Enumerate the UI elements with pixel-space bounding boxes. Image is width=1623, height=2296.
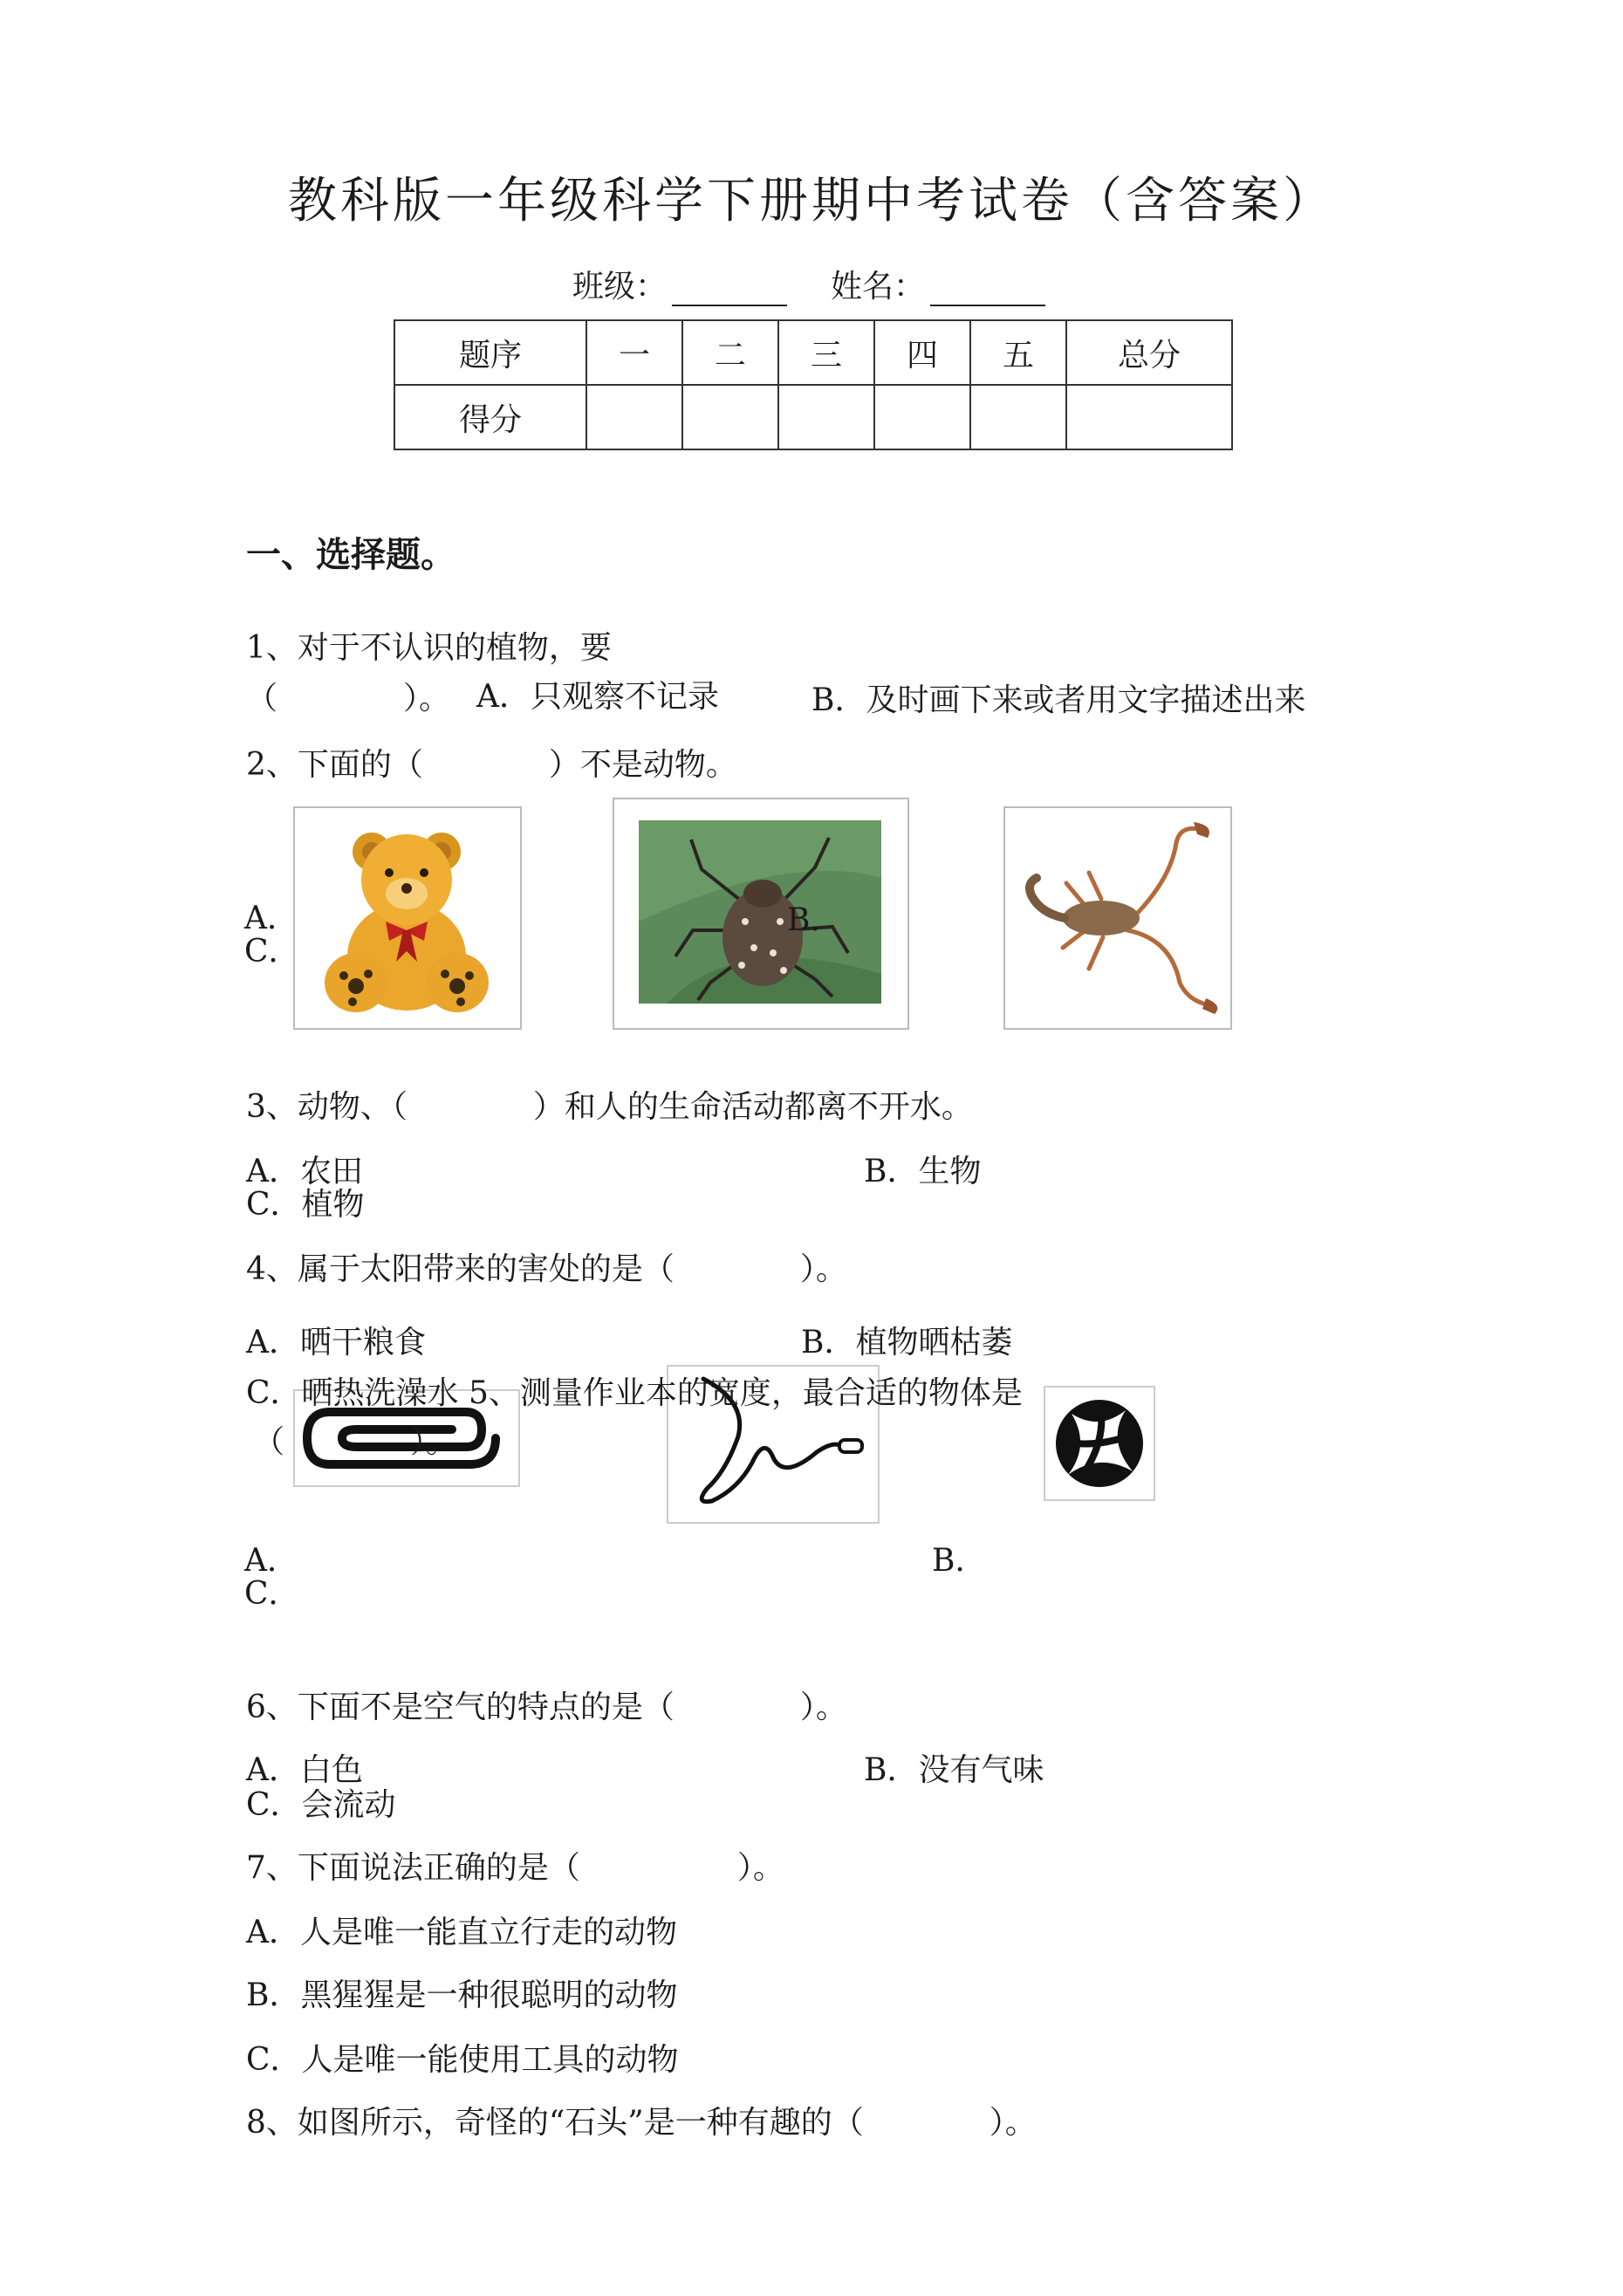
stink-bug-icon [614, 799, 907, 1028]
q7-option-c: C．人是唯一能使用工具的动物 [246, 2042, 679, 2078]
table-cell: 题序 [394, 320, 586, 385]
table-cell: 二 [682, 320, 778, 385]
q7-option-a: A．人是唯一能直立行走的动物 [246, 1915, 677, 1950]
q6-stem: 6、下面不是空气的特点的是（ ）。 [246, 1689, 847, 1725]
score-table-score-row [394, 385, 1232, 449]
score-table [394, 319, 1233, 450]
q5-option-b: B． [932, 1543, 987, 1579]
table-cell: 五 [970, 320, 1066, 385]
score-input-cell[interactable] [970, 385, 1066, 449]
q8-stem: 8、如图所示，奇怪的“石头”是一种有趣的（ ）。 [246, 2105, 1037, 2141]
class-field [572, 262, 787, 306]
teddy-bear-icon [295, 808, 520, 1028]
score-input-cell[interactable] [682, 385, 778, 449]
q4-q5-line [246, 1368, 1023, 1413]
q3-option-a: A．农田 [246, 1154, 363, 1189]
name-field [831, 262, 1045, 306]
score-table-header-row [394, 320, 1232, 385]
teddy-bear-image [293, 806, 522, 1030]
volleyball-icon [1045, 1388, 1154, 1499]
table-cell: 一 [586, 320, 682, 385]
score-input-cell[interactable] [586, 385, 682, 449]
table-cell: 三 [778, 320, 874, 385]
q3-stem: 3、动物、（ ）和人的生命活动都离不开水。 [246, 1089, 973, 1125]
name-blank[interactable] [930, 275, 1045, 306]
scorpion-image [1003, 806, 1232, 1030]
q5-option-a: A． [244, 1543, 298, 1579]
q2-stem: 2、下面的（ ）不是动物。 [246, 747, 737, 783]
q5-paren: （ ）。 [253, 1424, 458, 1460]
scorpion-icon [1005, 808, 1230, 1028]
q4-option-c: C．晒热洗澡水 [246, 1375, 459, 1411]
q4-option-a: A．晒干粮食 [246, 1325, 426, 1360]
q1-paren: （ ）。 [246, 681, 451, 716]
q6-option-b: B．没有气味 [864, 1752, 1044, 1788]
q7-stem: 7、下面说法正确的是（ ）。 [246, 1850, 784, 1886]
q2-option-a: A． [244, 901, 298, 936]
score-input-cell[interactable] [778, 385, 874, 449]
name-label: 姓名： [831, 269, 926, 305]
q4-option-b: B．植物晒枯萎 [801, 1325, 1013, 1360]
stink-bug-image [613, 798, 909, 1030]
q4-stem: 4、属于太阳带来的害处的是（ ）。 [246, 1251, 847, 1287]
q7-option-b: B．黑猩猩是一种很聪明的动物 [246, 1977, 678, 2013]
table-cell: 四 [874, 320, 970, 385]
q5-option-c: C． [244, 1576, 300, 1612]
q3-option-b: B．生物 [864, 1154, 982, 1189]
table-cell: 总分 [1066, 320, 1232, 385]
q6-option-a: A．白色 [246, 1752, 363, 1788]
q5-stem: 5、测量作业本的宽度，最合适的物体是 [469, 1375, 1023, 1411]
volleyball-image [1044, 1386, 1155, 1501]
q1-stem: 1、对于不认识的植物，要 [246, 630, 612, 666]
class-label: 班级： [572, 269, 668, 305]
q1-option-b: B．及时画下来或者用文字描述出来 [812, 682, 1306, 718]
q3-option-c: C．植物 [246, 1187, 365, 1223]
score-input-cell[interactable] [874, 385, 970, 449]
q1-option-a: A．只观察不记录 [476, 679, 719, 715]
class-blank[interactable] [672, 275, 787, 306]
q2-option-b: B． [787, 902, 842, 938]
score-input-cell[interactable] [1066, 385, 1232, 449]
section-heading: 一、选择题。 [246, 534, 455, 575]
table-cell: 得分 [394, 385, 586, 449]
q2-option-c: C． [244, 934, 300, 970]
page-title: 教科版一年级科学下册期中考试卷（含答案） [288, 173, 1335, 230]
q6-option-c: C．会流动 [246, 1787, 396, 1823]
